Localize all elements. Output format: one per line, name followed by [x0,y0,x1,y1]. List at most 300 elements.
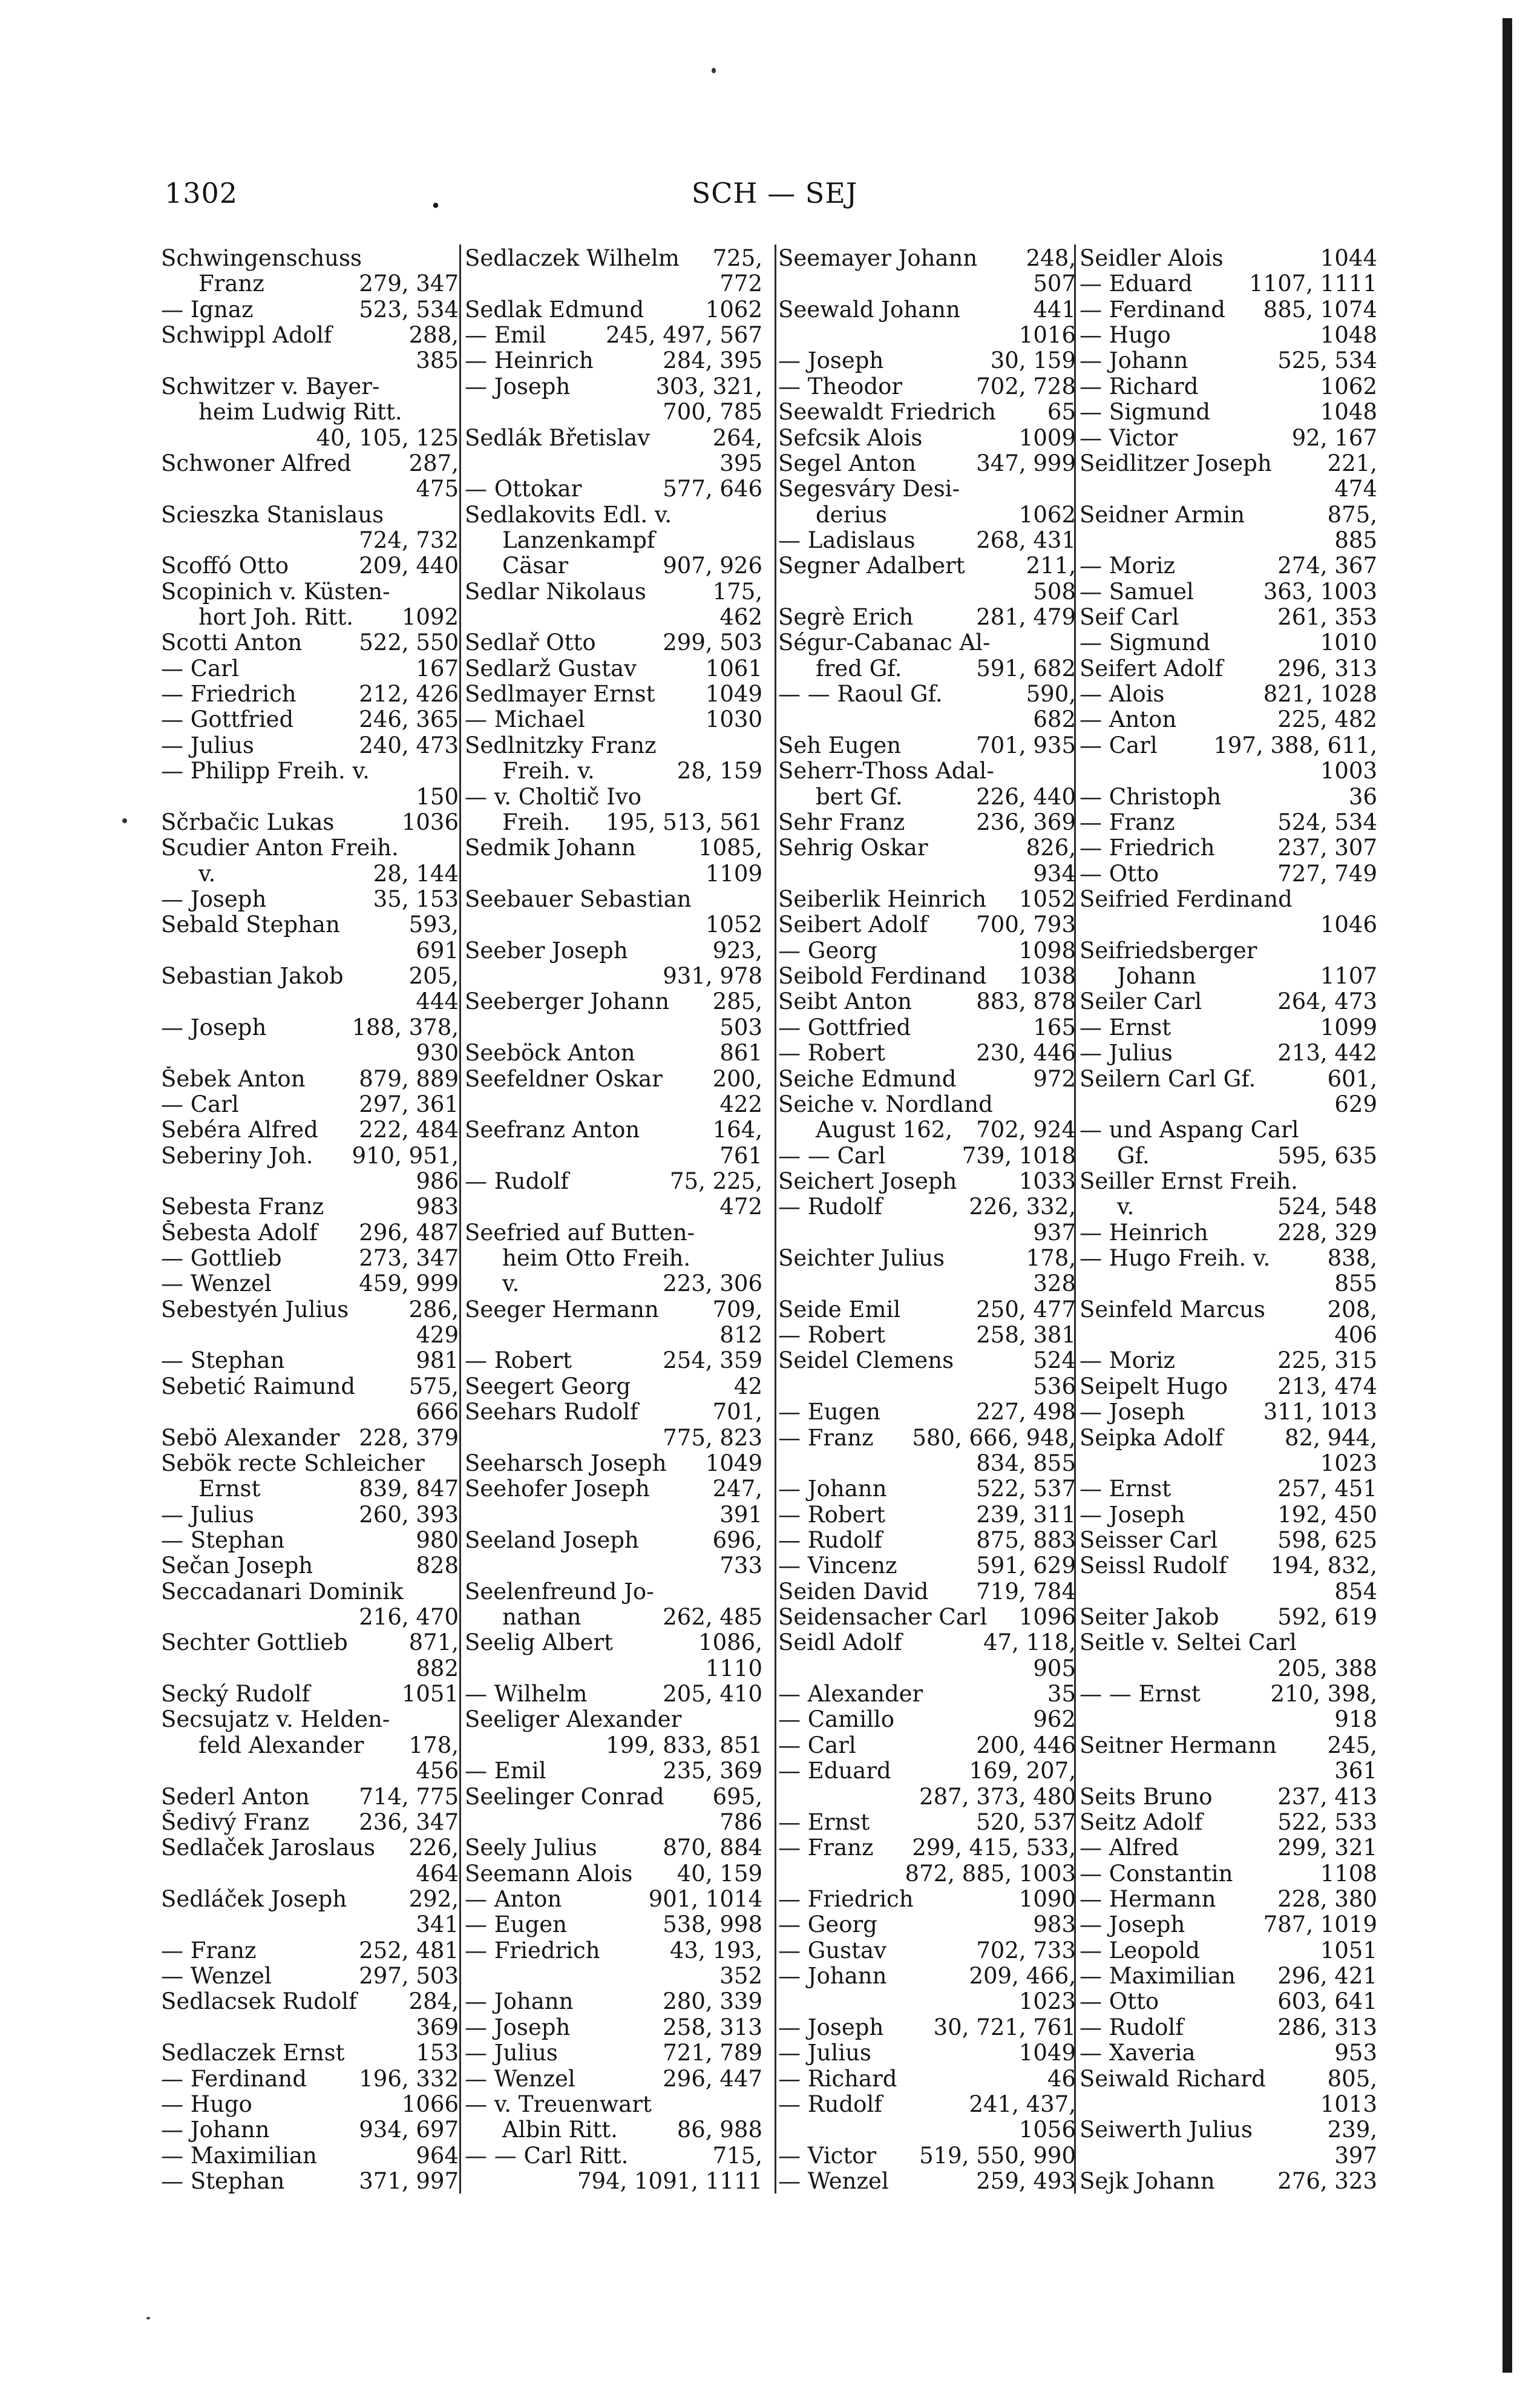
entry-page-refs: 1052 [705,912,762,938]
entry-page-refs: 972 [1033,1066,1076,1092]
entry-page-refs: 212, 426 [359,682,459,708]
entry-page-refs: 1046 [1320,912,1377,938]
entry-page-refs: 268, 431 [976,527,1076,553]
index-entry-line [1080,1297,1377,1323]
index-entry-line [1080,1015,1377,1040]
entry-name: Segner Adalbert [778,553,965,579]
entry-page-refs: 883, 878 [976,989,1076,1015]
entry-page-refs: 855 [1334,1271,1377,1297]
index-entry-line [778,938,1076,964]
index-entry-line [161,2143,459,2169]
entry-page-refs: 221, [1327,450,1377,476]
index-entry-line [161,1912,459,1937]
entry-page-refs: 475 [416,476,459,502]
entry-page-refs: 1056 [1018,2117,1076,2143]
index-entry-line [161,297,459,323]
entry-page-refs: 1048 [1320,399,1377,426]
entry-page-refs: 444 [416,989,459,1015]
index-entry-line [1080,964,1377,989]
entry-page-refs: 885, 1074 [1263,297,1377,323]
entry-page-refs: 595, 635 [1277,1143,1377,1169]
entry-name: Segel Anton [778,450,916,476]
index-entry-line [465,297,762,323]
index-entry-line [161,733,459,758]
index-entry-line [1080,1784,1377,1810]
index-entry-line [778,476,1076,502]
index-entry-line [1080,1476,1377,1502]
entry-name: — Gottfried [161,707,294,733]
index-entry-line [465,528,762,553]
entry-page-refs: 352 [719,1963,762,1990]
entry-name: Seely Julius [465,1835,597,1861]
paper-speck [712,68,716,73]
index-entry-line [161,1476,459,1502]
entry-page-refs: 36 [1348,784,1377,810]
entry-name: — Robert [778,1040,886,1066]
entry-page-refs: 178, [1026,1246,1076,1272]
entry-page-refs: 591, 629 [976,1553,1076,1579]
entry-page-refs: 828 [416,1553,459,1579]
entry-name: Šedivý Franz [161,1809,310,1835]
paper-speck [122,818,127,823]
index-entry-line [161,964,459,989]
entry-page-refs: 209, 440 [359,553,459,579]
entry-name: Seibert Adolf [778,912,928,938]
entry-name: Ségur-Cabanac Al- [778,630,991,656]
entry-page-refs: 1062 [1320,373,1377,399]
entry-name: Seitle v. Seltei Carl [1080,1630,1297,1656]
index-entry-line [161,374,459,399]
entry-name: — Heinrich [465,348,594,374]
entry-name: — Wenzel [778,2168,889,2194]
entry-name: — Johann [778,1963,887,1990]
index-entry-line [465,1092,762,1117]
entry-name: Seeböck Anton [465,1040,635,1066]
index-entry-line [465,1476,762,1502]
index-entry-line [1080,656,1377,682]
index-entry-line [161,1092,459,1117]
entry-page-refs: 714, 775 [359,1784,459,1810]
entry-name: Seiwerth Julius [1080,2117,1253,2143]
index-entry-line [161,1425,459,1451]
index-entry-line [465,476,762,502]
index-entry-line [161,1399,459,1425]
entry-name: — Wenzel [161,1271,272,1297]
entry-name: Freih. v. [502,758,595,784]
entry-name: Seichert Joseph [778,1168,957,1194]
entry-name: Scoffó Otto [161,553,289,579]
index-entry-line [1080,682,1377,707]
entry-page-refs: 197, 388, 611, [1213,732,1377,758]
entry-page-refs: 590, [1026,682,1076,708]
entry-name: — Hugo [161,2091,252,2117]
entry-name: — Stephan [161,2168,285,2194]
header-separator-dot: . [431,182,441,214]
entry-page-refs: 299, 415, 533, [912,1835,1076,1861]
index-entry-line [465,1605,762,1630]
index-entry-line [1080,912,1377,938]
entry-name: — Xaveria [1080,2040,1196,2066]
entry-page-refs: 593, [408,912,459,938]
entry-name: Seinfeld Marcus [1080,1296,1265,1323]
index-entry-line [1080,1887,1377,1912]
entry-name: — Robert [465,1348,572,1374]
entry-page-refs: 983 [416,1194,459,1220]
index-entry-line [778,1476,1076,1502]
entry-name: — Emil [465,323,546,349]
entry-page-refs: 35 [1047,1681,1076,1707]
entry-name: — Stephan [161,1348,285,1374]
entry-page-refs: 575, [408,1373,459,1399]
entry-page-refs: 254, 359 [663,1348,762,1374]
index-entry-line [465,810,762,835]
entry-page-refs: 964 [416,2143,459,2169]
index-entry-line [778,1733,1076,1758]
index-entry-line [161,528,459,553]
index-entry-line [465,553,762,579]
index-entry-line [1080,579,1377,605]
entry-name: — Rudolf [778,2091,882,2117]
entry-name: Sefcsik Alois [778,425,923,451]
entry-name: Seifried Ferdinand [1080,886,1293,912]
index-entry-line [1080,1810,1377,1835]
entry-name: Sebö Alexander [161,1425,340,1451]
entry-page-refs: 273, 347 [359,1246,459,1272]
entry-page-refs: 281, 479 [976,605,1076,631]
index-entry-line [778,528,1076,553]
entry-name: Sedlak Edmund [465,297,644,323]
entry-name: Freih. [502,809,571,835]
entry-name: Seibt Anton [778,989,912,1015]
index-entry-line [778,1887,1076,1912]
entry-name: Seidlitzer Joseph [1080,450,1272,476]
entry-page-refs: 200, 446 [976,1732,1076,1758]
entry-page-refs: 296, 447 [663,2066,762,2092]
index-entry-line [465,348,762,373]
index-entry-line [161,2040,459,2066]
index-entry-line [465,1810,762,1835]
entry-page-refs: 524 [1033,1348,1076,1374]
entry-name: — Julius [161,732,254,758]
index-entry-line [778,2117,1076,2143]
entry-name: — Friedrich [1080,835,1215,861]
entry-page-refs: 838, [1327,1246,1377,1272]
entry-page-refs: 696, [712,1527,762,1553]
index-entry-line [161,1297,459,1323]
index-entry-line [465,451,762,476]
entry-name: — Julius [161,1502,254,1528]
entry-page-refs: 297, 361 [359,1091,459,1117]
entry-name: — Joseph [161,1014,267,1040]
entry-name: Lanzenkampf [502,527,655,553]
index-entry-line [778,1169,1076,1194]
entry-name: heim Ludwig Ritt. [198,399,402,426]
entry-page-refs: 1107, 1111 [1249,271,1377,297]
index-entry-line [465,1425,762,1451]
index-entry-line [778,2015,1076,2040]
entry-name: — Franz [778,1835,874,1861]
entry-name: — Ferdinand [161,2066,307,2092]
entry-page-refs: 456 [416,1758,459,1784]
entry-name: Seeland Joseph [465,1527,639,1553]
entry-page-refs: 702, 924 [976,1117,1076,1143]
entry-page-refs: 695, [712,1784,762,1810]
entry-name: — Joseph [161,886,267,912]
entry-name: — Richard [778,2066,897,2092]
entry-name: — Carl [778,1732,856,1758]
entry-name: Seherr-Thoss Adal- [778,758,994,784]
index-entry-line [778,1630,1076,1655]
entry-page-refs: 288, [408,323,459,349]
index-entry-line [465,1399,762,1425]
entry-page-refs: 1051 [401,1681,459,1707]
entry-page-refs: 40, 105, 125 [316,425,459,451]
entry-page-refs: 208, [1327,1296,1377,1323]
entry-name: — Alois [1080,682,1165,708]
entry-page-refs: 462 [719,605,762,631]
entry-name: — Moriz [1080,1348,1175,1374]
entry-name: — Joseph [1080,1912,1185,1938]
entry-page-refs: 724, 732 [359,527,459,553]
index-entry-line [778,656,1076,682]
entry-name: — Rudolf [1080,2014,1184,2040]
entry-page-refs: 165 [1033,1014,1076,1040]
index-entry-line [465,2143,762,2169]
entry-page-refs: 522, 533 [1277,1809,1377,1835]
entry-name: — Johann [161,2117,270,2143]
entry-name: Seeger Hermann [465,1296,659,1323]
index-entry-line [778,1989,1076,2014]
index-entry-line [1080,426,1377,451]
entry-page-refs: 861 [719,1040,762,1066]
index-entry-line [465,502,762,528]
entry-name: — Joseph [1080,1502,1185,1528]
entry-name: — Otto [1080,861,1159,887]
entry-name: — Friedrich [161,682,297,708]
entry-name: — Sigmund [1080,630,1211,656]
entry-name: Seemayer Johann [778,246,978,271]
index-entry-line [161,323,459,348]
entry-name: Sečan Joseph [161,1553,313,1579]
index-entry-line [465,2169,762,2194]
index-entry-line [465,1912,762,1937]
entry-name: — Ernst [1080,1014,1171,1040]
page-number: 1302 [165,177,238,209]
entry-page-refs: 169, 207, [969,1758,1076,1784]
entry-page-refs: 178, [408,1732,459,1758]
entry-name: — Robert [778,1502,886,1528]
entry-page-refs: 1033 [1018,1168,1076,1194]
entry-page-refs: 205, 410 [663,1681,762,1707]
entry-page-refs: 503 [719,1014,762,1040]
index-entry-line [778,2169,1076,2194]
entry-name: — v. Treuenwart [465,2091,652,2117]
entry-page-refs: 524, 548 [1277,1194,1377,1220]
entry-name: Sederl Anton [161,1784,310,1810]
index-entry-line [161,451,459,476]
index-entry-line [778,835,1076,861]
entry-name: — Ferdinand [1080,297,1225,323]
entry-page-refs: 226, [408,1835,459,1861]
entry-page-refs: 213, 442 [1277,1040,1377,1066]
index-entry-line [1080,297,1377,323]
entry-name: Schwingenschuss [161,246,362,271]
entry-page-refs: 395 [719,450,762,476]
entry-name: — Stephan [161,1527,285,1553]
entry-name: — Philipp Freih. v. [161,758,370,784]
index-entry-line [465,1143,762,1169]
entry-name: Seiwald Richard [1080,2066,1266,2092]
index-entry-line [161,2015,459,2040]
index-entry-line [778,2092,1076,2117]
entry-page-refs: 901, 1014 [648,1887,762,1912]
entry-page-refs: 75, 225, [670,1168,762,1194]
index-entry-line [778,399,1076,425]
entry-name: Segrè Erich [778,605,914,631]
index-entry-line [161,707,459,732]
entry-name: Sedláček Joseph [161,1887,347,1912]
entry-page-refs: 240, 473 [359,732,459,758]
entry-page-refs: 875, 883 [976,1527,1076,1553]
index-entry-line [161,1656,459,1681]
entry-page-refs: 701, [712,1399,762,1425]
entry-name: — Johann [465,1989,574,2015]
column-rule-2 [775,245,776,2193]
entry-page-refs: 252, 481 [359,1937,459,1963]
index-entry-line [778,1374,1076,1399]
entry-page-refs: 934 [1033,861,1076,887]
index-entry-line [465,733,762,758]
entry-name: Sedlaček Jaroslaus [161,1835,376,1861]
index-entry-line [161,2066,459,2092]
entry-name: — Joseph [778,2014,884,2040]
index-entry-line [778,887,1076,912]
index-entry-line [465,1323,762,1348]
index-entry-line [161,1194,459,1220]
index-entry-line [161,476,459,502]
entry-page-refs: 175, [712,579,762,605]
index-entry-line [465,835,762,861]
entry-name: — Constantin [1080,1861,1233,1887]
index-entry-line [778,1579,1076,1605]
entry-page-refs: 328 [1033,1271,1076,1297]
entry-page-refs: 216, 470 [359,1605,459,1631]
entry-page-refs: 1107 [1320,964,1377,990]
entry-name: Sebestyén Julius [161,1296,349,1323]
index-entry-line [778,1912,1076,1937]
entry-name: — Anton [465,1887,562,1912]
index-entry-line [161,656,459,682]
index-entry-line [161,271,459,297]
index-entry-line [778,1810,1076,1835]
entry-page-refs: 369 [416,2014,459,2040]
entry-name: — Robert [778,1323,886,1349]
index-entry-line [161,1630,459,1655]
entry-page-refs: 261, 353 [1277,605,1377,631]
index-entry-line [778,1425,1076,1451]
index-entry-line [465,1887,762,1912]
index-entry-line [1080,630,1377,656]
index-entry-line [161,1271,459,1296]
index-entry-line [161,630,459,656]
entry-page-refs: 739, 1018 [962,1143,1076,1169]
entry-name: — Anton [1080,707,1177,733]
entry-page-refs: 821, 1028 [1263,682,1377,708]
index-entry-line [161,2117,459,2143]
entry-page-refs: 92, 167 [1291,425,1377,451]
index-entry-line [465,630,762,656]
index-entry-line [778,1040,1076,1066]
entry-page-refs: 1049 [1018,2040,1076,2066]
entry-name: — Johann [1080,348,1188,374]
index-entry-line [1080,1528,1377,1553]
entry-name: Seits Bruno [1080,1784,1213,1810]
index-entry-line [1080,323,1377,348]
entry-name: Seegert Georg [465,1373,631,1399]
entry-page-refs: 195, 513, 561 [606,809,762,835]
entry-page-refs: 523, 534 [359,297,459,323]
entry-name: — Carl [1080,732,1158,758]
index-entry-line [465,1271,762,1296]
entry-page-refs: 40, 159 [677,1861,762,1887]
index-entry-line [778,426,1076,451]
index-entry-line [465,2015,762,2040]
entry-page-refs: 761 [719,1143,762,1169]
index-entry-line [1080,1656,1377,1681]
entry-page-refs: 1061 [705,656,762,682]
index-entry-line [778,1117,1076,1143]
index-entry-line [1080,784,1377,810]
index-entry-line [778,707,1076,732]
index-entry-line [465,784,762,810]
entry-name: Seelinger Conrad [465,1784,664,1810]
entry-page-refs: 721, 789 [663,2040,762,2066]
entry-name: — Alexander [778,1681,923,1707]
entry-page-refs: 86, 988 [677,2117,762,2143]
index-entry-line [778,1066,1076,1092]
index-entry-line [778,1297,1076,1323]
entry-name: — Ignaz [161,297,254,323]
entry-name: Seissl Rudolf [1080,1553,1227,1579]
entry-page-refs: 361 [1334,1758,1377,1784]
entry-name: — Heinrich [1080,1220,1208,1246]
index-entry-line [778,1451,1076,1476]
index-entry-line [161,426,459,451]
index-entry-line [1080,1451,1377,1476]
entry-name: Seiche Edmund [778,1066,957,1092]
entry-page-refs: 228, 379 [359,1425,459,1451]
entry-name: — Wenzel [161,1963,272,1990]
index-entry-line [1080,1271,1377,1296]
index-entry-line [161,1553,459,1579]
index-entry-line [161,348,459,373]
entry-name: Seewald Johann [778,297,960,323]
entry-name: — Michael [465,707,585,733]
entry-name: Sebastian Jakob [161,964,344,990]
entry-name: Sedlar Nikolaus [465,579,646,605]
entry-page-refs: 43, 193, [670,1937,762,1963]
index-entry-line [161,784,459,810]
index-entry-line [161,1733,459,1758]
index-entry-line [161,1143,459,1169]
entry-name: Seeberger Johann [465,989,670,1015]
index-entry-line [1080,2092,1377,2117]
entry-page-refs: 341 [416,1912,459,1938]
entry-name: Šebesta Adolf [161,1220,318,1246]
entry-page-refs: 875, [1327,502,1377,528]
entry-page-refs: 871, [408,1630,459,1656]
entry-name: Seeharsch Joseph [465,1450,667,1476]
